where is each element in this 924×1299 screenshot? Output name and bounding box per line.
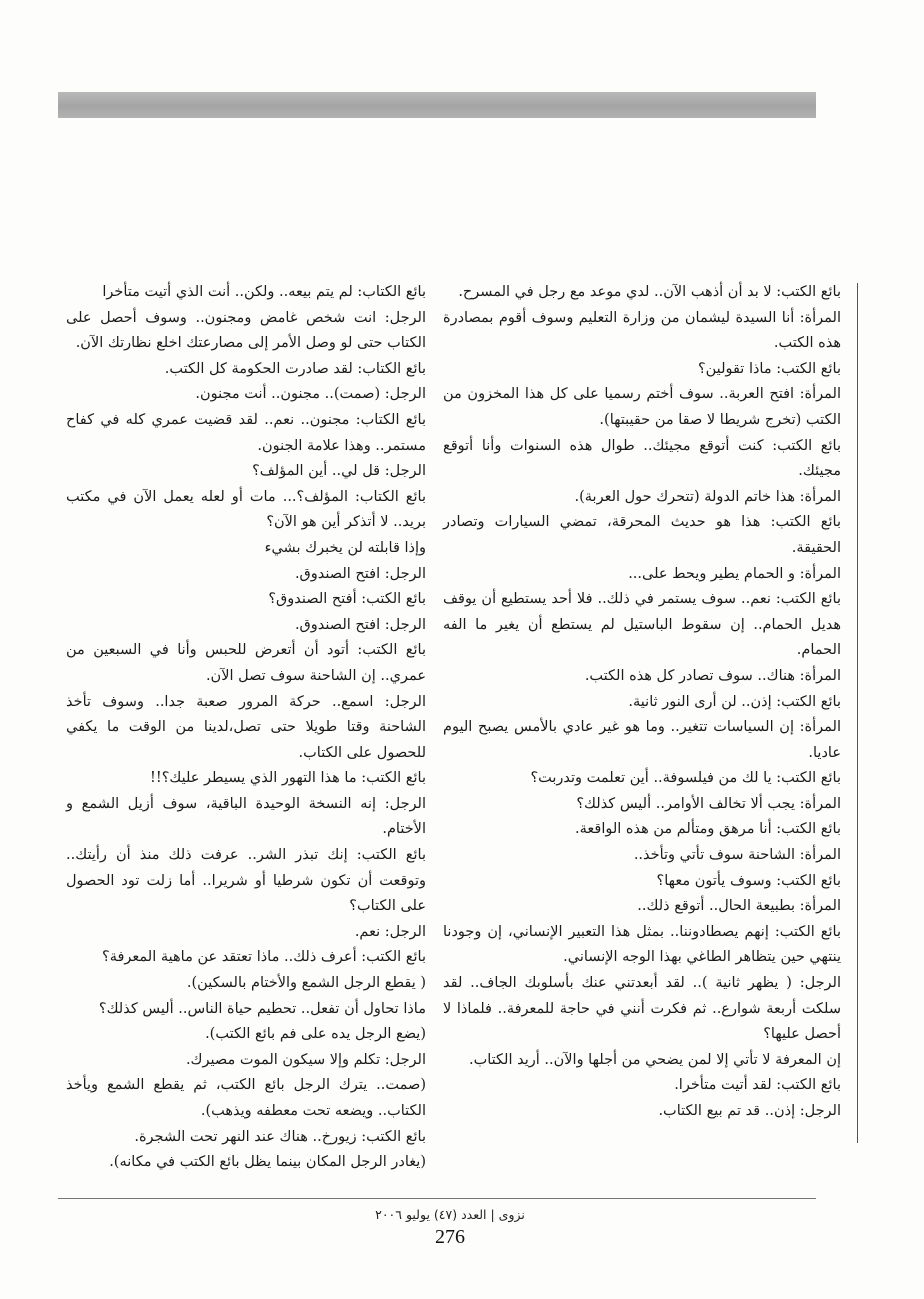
dialogue-line: المرأة: هناك.. سوف تصادر كل هذه الكتب. xyxy=(584,667,841,684)
dialogue-line: بائع الكتاب: المؤلف؟... مات أو لعله يعمل الآن في مكتب بريد.. لا أتذكر أين هو الآن؟ xyxy=(66,488,426,531)
dialogue-line: المرأة: يجب ألا تخالف الأوامر.. أليس كذلك؟ xyxy=(576,795,841,812)
dialogue-line: (صمت.. يترك الرجل بائع الكتب، ثم يقطع الشمع ويأخذ الكتاب.. ويضعه تحت معطفه ويذهب). xyxy=(66,1077,426,1119)
dialogue-line: المرأة: و الحمام يطير ويحط على... xyxy=(628,565,841,582)
dialogue-line: الرجل: افتح الصندوق. xyxy=(294,616,426,633)
dialogue-line: الرجل: اسمع.. حركة المرور صعبة جدا.. وسوف تأخذ الشاحنة وقتا طويلا حتى تصل،لدينا من الوقت ما يكفي للحصول على الكتاب. xyxy=(66,693,426,761)
dialogue-line: الرجل: قل لي.. أين المؤلف؟ xyxy=(252,463,426,480)
dialogue-line: الرجل: انت شخص غامض ومجنون.. وسوف أحصل على الكتاب حتى لو وصل الأمر إلى مصارعتك اخلع نظارتك الآن. xyxy=(66,309,426,352)
dialogue-line: بائع الكتب: يا لك من فيلسوفة.. أين تعلمت وتدربت؟ xyxy=(530,770,841,787)
dialogue-line: بائع الكتب: وسوف يأتون معها؟ xyxy=(656,872,841,889)
dialogue-line: المرأة: افتح العربة.. سوف أختم رسميا على كل هذا المخزون من الكتب (تخرج شريطا لا صقا من حقيبتها). xyxy=(443,386,841,428)
dialogue-line: بائع الكتب: إنك تبذر الشر.. عرفت ذلك منذ أن رأيتك.. وتوقعت أن تكون شرطيا أو شريرا.. أما زلت تود الحصول على الكتاب؟ xyxy=(66,847,426,915)
dialogue-line: بائع الكتب: لقد أتيت متأخرا. xyxy=(674,1077,841,1094)
right-column xyxy=(443,280,841,1125)
dialogue-line: المرأة: هذا خاتم الدولة (تتحرك حول العربة). xyxy=(574,488,841,505)
dialogue-line: الرجل: (صمت).. مجنون.. أنت مجنون. xyxy=(195,386,426,403)
dialogue-line: بائع الكتب: هذا هو حديث المحرقة، تمضي السيارات وتصادر الحقيقة. xyxy=(443,514,841,556)
dialogue-line: بائع الكتب: أفتح الصندوق؟ xyxy=(268,591,426,608)
dialogue-line: بائع الكتاب: لم يتم بيعه.. ولكن.. أنت الذي أتيت متأخرا xyxy=(102,284,426,300)
dialogue-line: الرجل: إنه النسخة الوحيدة الباقية، سوف أزيل الشمع و الأختام. xyxy=(66,795,426,838)
dialogue-line: المرأة: بطبيعة الحال.. أتوقع ذلك.. xyxy=(637,898,841,915)
dialogue-line: الرجل: نعم. xyxy=(354,923,426,940)
column-rule xyxy=(857,283,858,1143)
dialogue-line: بائع الكتب: لا بد أن أذهب الآن.. لدي موعد مع رجل في المسرح. xyxy=(458,284,841,300)
dialogue-line: بائع الكتب: زيورخ.. هناك عند النهر تحت الشجرة. xyxy=(134,1128,426,1145)
dialogue-line: بائع الكتب: أعرف ذلك.. ماذا تعتقد عن ماهية المعرفة؟ xyxy=(102,949,426,966)
dialogue-line: ( يقطع الرجل الشمع والأختام بالسكين). xyxy=(186,975,426,992)
dialogue-line: الرجل: تكلم وإلا سيكون الموت مصيرك. xyxy=(185,1051,426,1068)
footer-rule xyxy=(58,1198,816,1199)
dialogue-line: بائع الكتب: أنا مرهق ومتألم من هذه الواقعة. xyxy=(575,821,841,838)
dialogue-line: بائع الكتاب: لقد صادرت الحكومة كل الكتب. xyxy=(164,360,426,377)
dialogue-line: المرأة: الشاحنة سوف تأتي وتأخذ.. xyxy=(633,847,841,864)
dialogue-line: الرجل: إذن.. قد تم بيع الكتاب. xyxy=(658,1103,841,1119)
dialogue-line: المرأة: أنا السيدة ليشمان من وزارة التعليم وسوف أقوم بمصادرة هذه الكتب. xyxy=(443,309,841,352)
dialogue-line: بائع الكتاب: مجنون.. نعم.. لقد قضيت عمري كله في كفاح مستمر.. وهذا علامة الجنون. xyxy=(66,411,426,454)
dialogue-line: بائع الكتب: نعم.. سوف يستمر في ذلك.. فلا أحد يستطيع أن يوقف هديل الحمام.. إن سقوط الباستيل لم يستطع أن يغير ما الفه الحمام. xyxy=(443,591,841,659)
header-band xyxy=(58,92,816,118)
dialogue-line: بائع الكتب: إنهم يصطادوننا.. بمثل هذا التعبير الإنساني، إن وجودنا ينتهي حين يتظاهر الطاغي بهذا الوجه الإنساني. xyxy=(443,923,841,966)
dialogue-line: الرجل: افتح الصندوق. xyxy=(294,565,426,582)
dialogue-line: المرأة: إن السياسات تتغير.. وما هو غير عادي بالأمس يصبح اليوم عاديا. xyxy=(443,719,841,761)
dialogue-line: بائع الكتب: ما هذا التهور الذي يسيطر عليك؟!! xyxy=(150,770,426,787)
dialogue-line: ماذا تحاول أن تفعل.. تحطيم حياة الناس.. أليس كذلك؟ xyxy=(98,1000,426,1017)
dialogue-line: بائع الكتب: ماذا تقولين؟ xyxy=(697,360,841,377)
left-column xyxy=(66,280,426,1176)
page-number: 276 xyxy=(435,1226,465,1248)
dialogue-line: الرجل: ( يظهر ثانية ).. لقد أبعدتني عنك بأسلوبك الجاف.. لقد سلكت أربعة شوارع.. ثم فكرت أنني في حاجة للمعرفة.. فلماذا لا أحصل عليها؟ xyxy=(443,975,841,1043)
dialogue-line: إن المعرفة لا تأتي إلا لمن يضحي من أجلها والآن.. أريد الكتاب. xyxy=(469,1051,841,1068)
dialogue-line: وإذا قابلته لن يخبرك بشيء xyxy=(264,539,426,556)
dialogue-line: بائع الكتب: إذن.. لن أرى النور ثانية. xyxy=(628,693,841,710)
footer-issue: نزوى | العدد (٤٧) يوليو ٢٠٠٦ xyxy=(375,1207,525,1222)
dialogue-line: بائع الكتب: أتود أن أتعرض للحبس وأنا في السبعين من عمري.. إن الشاحنة سوف تصل الآن. xyxy=(66,642,426,684)
dialogue-line: بائع الكتب: كنت أتوقع مجيئك.. طوال هذه السنوات وأنا أتوقع مجيئك. xyxy=(443,437,841,480)
dialogue-line: (يغادر الرجل المكان بينما يظل بائع الكتب في مكانه). xyxy=(109,1154,426,1171)
dialogue-line: (يضع الرجل يده على فم بائع الكتب). xyxy=(205,1026,426,1043)
